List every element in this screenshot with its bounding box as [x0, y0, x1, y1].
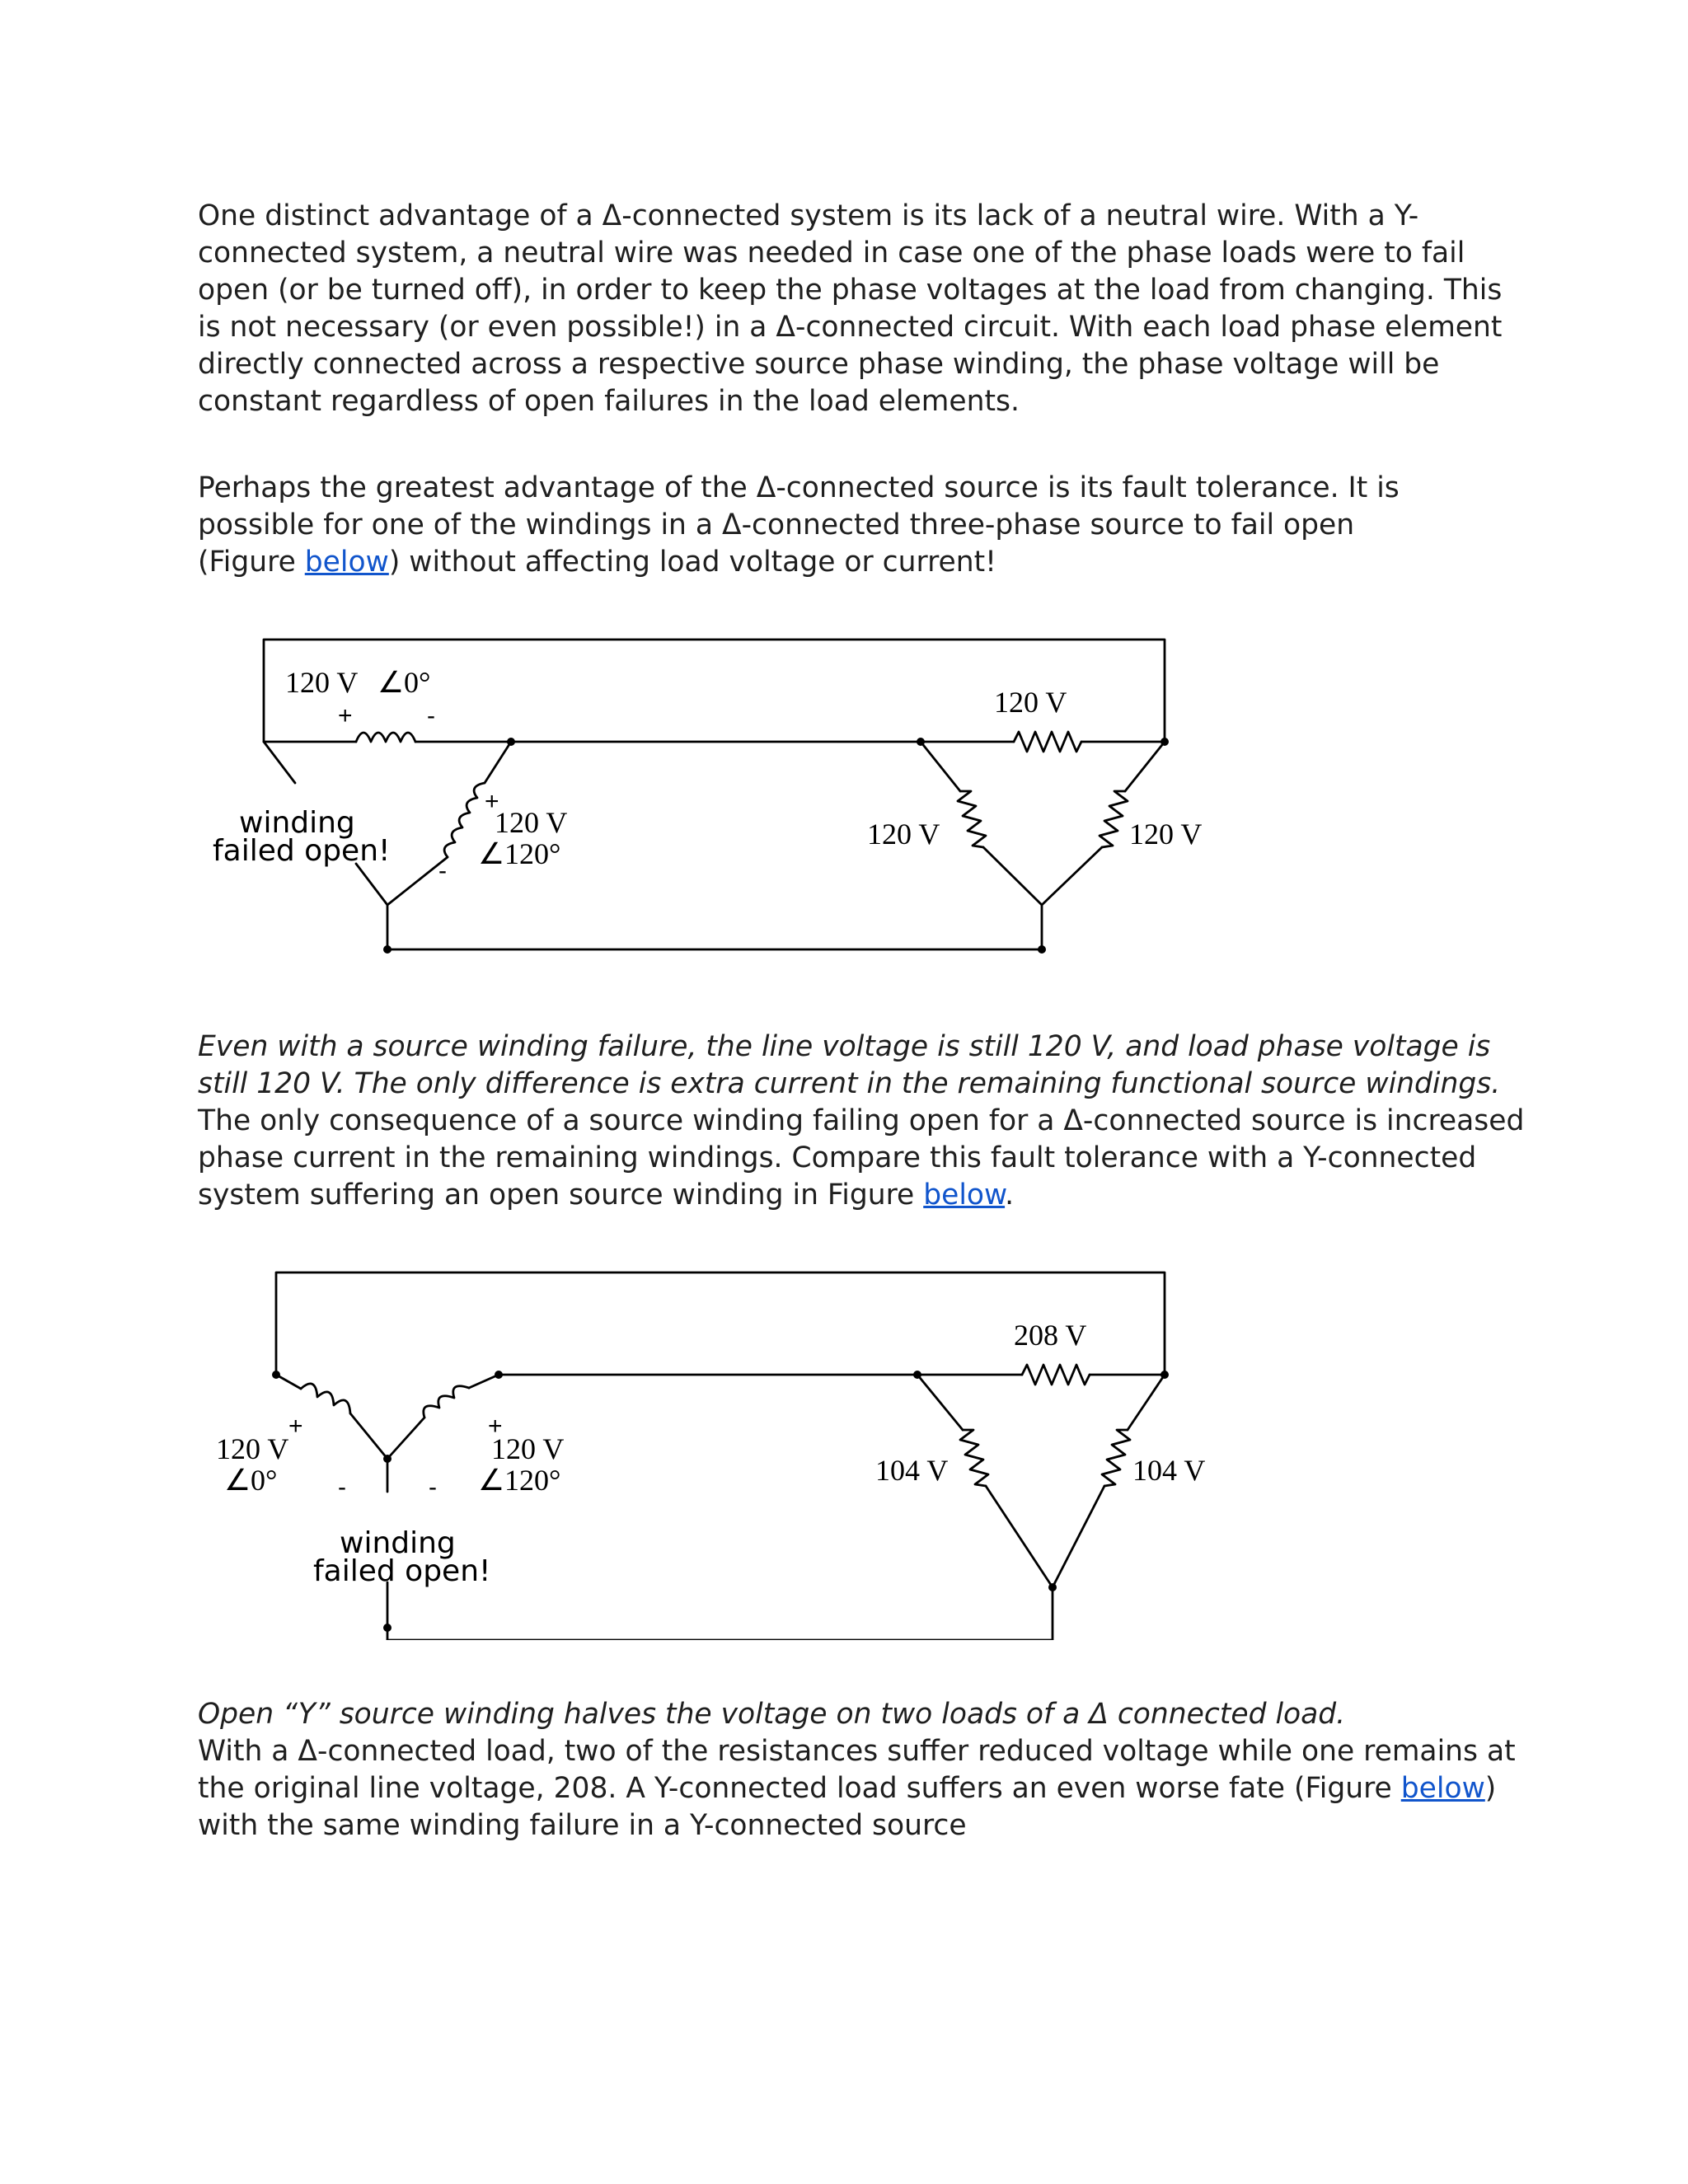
text-line: With a Δ-connected load, two of the resistances suffer reduced voltage while one remains at: [198, 1735, 1516, 1768]
angle-symbol: ∠: [478, 1464, 505, 1497]
figure-link[interactable]: below: [923, 1179, 1006, 1212]
failed-label: winding: [340, 1526, 456, 1560]
wire: [921, 742, 960, 791]
inductor-coil-left: [301, 1384, 350, 1413]
source-top-voltage: 120 V: [285, 666, 359, 699]
wire: [917, 1375, 963, 1430]
polarity-plus: +: [488, 1413, 503, 1440]
wire: [469, 1375, 499, 1388]
node-dot: [913, 1371, 921, 1379]
wire-failed-winding: [264, 742, 295, 783]
text-line: phase current in the remaining windings. Compare this fault tolerance with a Y-connected: [198, 1141, 1477, 1174]
text-fragment: ): [1484, 1772, 1497, 1805]
figure-caption: still 120 V. The only difference is extra current in the remaining functional source windings.: [198, 1067, 1501, 1100]
text-fragment: .: [1005, 1179, 1015, 1212]
polarity-plus: +: [485, 788, 499, 815]
failed-label: failed open!: [213, 834, 391, 868]
resistor-right: [1100, 791, 1128, 847]
node-dot: [383, 1624, 392, 1632]
source-right-angle: 120°: [504, 1464, 561, 1497]
load-left-voltage: 120 V: [867, 818, 940, 851]
source-right-voltage: 120 V: [491, 1432, 565, 1465]
polarity-plus: +: [288, 1413, 303, 1440]
wire: [1042, 847, 1102, 905]
inductor-coil-right: [424, 1386, 469, 1418]
source-right-voltage: 120 V: [495, 806, 568, 839]
wire: [1128, 1375, 1165, 1430]
failed-label: failed open!: [313, 1554, 491, 1588]
text-line: possible for one of the windings in a Δ-connected three-phase source to fail open: [198, 509, 1355, 541]
text-line: open (or be turned off), in order to keep the phase voltages at the load from changing. This: [198, 274, 1503, 307]
wire-failed-winding: [356, 864, 387, 905]
node-dot: [272, 1371, 280, 1379]
text-line: One distinct advantage of a Δ-connected system is its lack of a neutral wire. With a Y-: [198, 199, 1419, 232]
wire: [387, 1418, 424, 1459]
paragraph-delta-consequence: [198, 1029, 1525, 1214]
source-right-angle: 120°: [504, 837, 561, 870]
figure-link[interactable]: below: [304, 546, 389, 579]
failed-label: winding: [239, 806, 355, 840]
text-fragment: system suffering an open source winding in Figure: [198, 1179, 924, 1212]
node-dot: [1048, 1583, 1057, 1591]
text-line: The only consequence of a source winding failing open for a Δ-connected source is increased: [198, 1104, 1525, 1137]
text-line: connected system, a neutral wire was needed in case one of the phase loads were to fail: [198, 237, 1465, 269]
figure-delta-open-winding: [0, 626, 1688, 972]
node-dot: [507, 738, 515, 746]
figure-y-open-winding: [0, 1253, 1688, 1640]
source-left-angle: 0°: [251, 1464, 278, 1497]
load-right-voltage: 104 V: [1132, 1454, 1206, 1487]
paragraph-y-open-winding: [198, 1696, 1516, 1844]
text-line: with the same winding failure in a Y-connected source: [198, 1809, 967, 1842]
text-line: [198, 544, 1500, 581]
wire: [1053, 1486, 1104, 1587]
text-line: directly connected across a respective source phase winding, the phase voltage will be: [198, 348, 1440, 381]
text-fragment: (Figure: [198, 546, 305, 579]
wire: [983, 847, 1042, 905]
text-line: constant regardless of open failures in the load elements.: [198, 385, 1020, 418]
node-dot: [1160, 1371, 1169, 1379]
polarity-plus: +: [338, 702, 353, 729]
resistor-top: [1022, 1365, 1090, 1385]
wire: [1125, 742, 1165, 791]
node-dot: [917, 738, 925, 746]
resistor-right: [1102, 1430, 1130, 1486]
source-left-voltage: 120 V: [216, 1432, 289, 1465]
wire-bottom: [387, 1587, 1053, 1640]
polarity-minus: -: [438, 857, 447, 884]
node-dot: [383, 945, 392, 954]
wire-bottom: [387, 905, 1042, 949]
wire: [350, 1413, 387, 1459]
figure-caption: Open “Y” source winding halves the voltage on two loads of a Δ connected load.: [198, 1698, 1346, 1731]
node-dot: [1038, 945, 1046, 954]
polarity-minus: -: [427, 702, 435, 729]
node-dot: [383, 1455, 392, 1463]
inductor-coil-top: [356, 733, 415, 742]
figure-caption: Even with a source winding failure, the line voltage is still 120 V, and load phase voltage is: [198, 1030, 1491, 1063]
text-fragment: ) without affecting load voltage or current!: [388, 546, 996, 579]
resistor-left: [958, 791, 986, 847]
figure-link[interactable]: below: [1400, 1772, 1485, 1805]
node-dot: [1160, 738, 1169, 746]
load-right-voltage: 120 V: [1129, 818, 1203, 851]
angle-symbol: ∠: [377, 666, 405, 699]
angle-symbol: ∠: [224, 1464, 251, 1497]
polarity-minus: -: [338, 1474, 346, 1501]
paragraph-delta-neutral: [198, 198, 1503, 420]
text-line: [198, 1177, 1500, 1214]
load-top-voltage: 208 V: [1014, 1319, 1087, 1352]
text-fragment: the original line voltage, 208. A Y-connected load suffers an even worse fate (Figure: [198, 1772, 1401, 1805]
load-top-voltage: 120 V: [994, 686, 1067, 719]
wire: [986, 1486, 1053, 1587]
resistor-left: [960, 1430, 988, 1486]
wire: [485, 742, 511, 783]
polarity-minus: -: [429, 1474, 437, 1501]
source-top-angle: 0°: [404, 666, 431, 699]
text-line: Perhaps the greatest advantage of the Δ-connected source is its fault tolerance. It is: [198, 471, 1400, 504]
load-left-voltage: 104 V: [875, 1454, 949, 1487]
resistor-top: [1014, 732, 1081, 752]
paragraph-fault-tolerance: [198, 470, 1500, 581]
text-line: is not necessary (or even possible!) in a Δ-connected circuit. With each load phase element: [198, 311, 1503, 344]
angle-symbol: ∠: [478, 837, 505, 870]
node-dot: [495, 1371, 503, 1379]
wire: [276, 1375, 301, 1389]
text-line: [198, 1770, 1500, 1807]
